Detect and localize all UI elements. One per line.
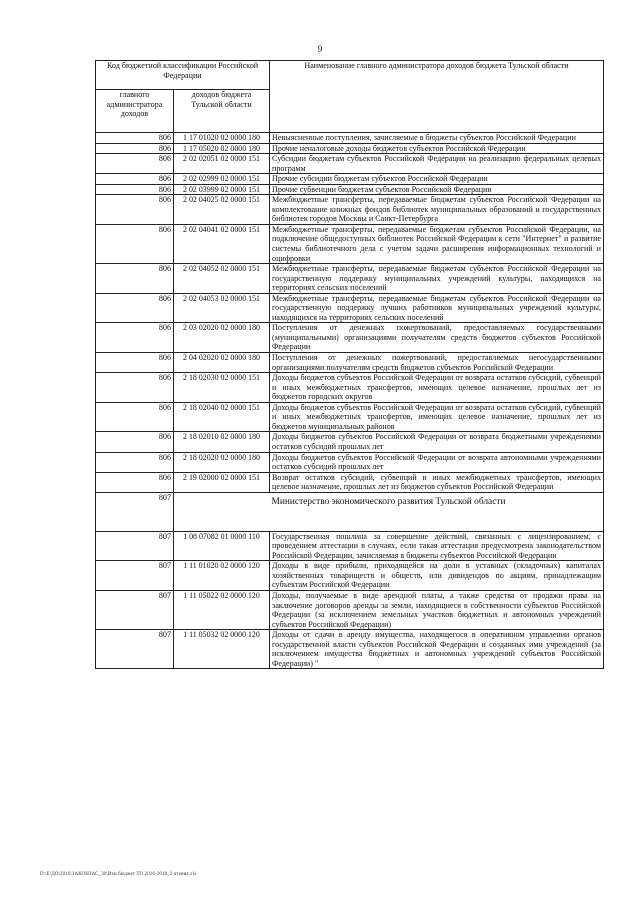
table-row: [96, 630, 604, 669]
header-name: Наименование главного администратора доходов бюджета Тульской области: [270, 61, 604, 133]
income-code-cell: 1 11 05032 02 0000 120: [174, 630, 270, 669]
admin-code-cell: 806: [96, 323, 174, 353]
admin-code-cell: 807: [96, 561, 174, 591]
table-row: [96, 373, 604, 403]
income-code-cell: 2 02 04025 02 0000 151: [174, 195, 270, 225]
income-name-cell: Межбюджетные трансферты, передаваемые бюджетам субъектов Российской Федерации на государственную поддержку лучших работников муниципальных учреждений культуры, находящихся на территориях сельских поселений: [270, 293, 604, 323]
table-row: [96, 323, 604, 353]
income-code-cell: 2 02 04041 02 0000 151: [174, 224, 270, 263]
admin-code-cell: 806: [96, 195, 174, 225]
income-name-cell: Невыясненные поступления, зачисляемые в бюджеты субъектов Российской Федерации: [270, 133, 604, 144]
income-name-cell: Прочие субсидии бюджетам субъектов Российской Федерации: [270, 174, 604, 185]
table-row: [96, 452, 604, 472]
admin-code-cell: 806: [96, 184, 174, 195]
header-kbk: Код бюджетной классификации Российской Федерации: [96, 61, 270, 90]
income-name-cell: Субсидии бюджетам субъектов Российской Федерации на реализацию федеральных целевых программ: [270, 154, 604, 174]
table-row: [96, 184, 604, 195]
income-name-cell: Поступления от денежных пожертвований, предоставляемых государственными (муниципальными) организациями получателям средств бюджетов субъектов Российской Федерации: [270, 323, 604, 353]
table-row: [96, 174, 604, 185]
table-row: [96, 264, 604, 294]
income-name-cell: Доходы бюджетов субъектов Российской Федерации от возврата бюджетными учреждениями остатков субсидий прошлых лет: [270, 432, 604, 452]
admin-code-cell: 806: [96, 264, 174, 294]
section-admin-code: 807: [96, 492, 174, 531]
income-code-cell: 2 03 02020 02 0000 180: [174, 323, 270, 353]
income-code-cell: 1 17 05020 02 0000 180: [174, 143, 270, 154]
table-row: [96, 590, 604, 629]
income-name-cell: Доходы в виде прибыли, приходящейся на доли в уставных (складочных) капиталах хозяйственных товариществ и обществ, или дивидендов по акциям, принадлежащим субъектам Российской Федерации: [270, 561, 604, 591]
income-name-cell: Доходы, получаемые в виде арендной платы, а также средства от продажи права на заключение договоров аренды за земли, находящиеся в собственности субъектов Российской Федерации (за исключением земельных участков бюджетных и автономных учреждений субъектов Российской Федерации): [270, 590, 604, 629]
admin-code-cell: 806: [96, 472, 174, 492]
admin-code-cell: 806: [96, 432, 174, 452]
table-row: [96, 154, 604, 174]
section-title: Министерство экономического развития Тульской области: [174, 492, 604, 531]
admin-code-cell: 806: [96, 174, 174, 185]
page-number: 9: [317, 44, 323, 54]
section-807: [96, 492, 604, 531]
admin-code-cell: 806: [96, 293, 174, 323]
header-income: доходов бюджета Тульской области: [174, 90, 270, 133]
income-code-cell: 2 02 02999 02 0000 151: [174, 174, 270, 185]
income-name-cell: Возврат остатков субсидий, субвенций и иных межбюджетных трансфертов, имеющих целевое назначение, прошлых лет из бюджетов субъектов Российской Федерации: [270, 472, 604, 492]
income-name-cell: Прочие субвенции бюджетам субъектов Российской Федерации: [270, 184, 604, 195]
admin-code-cell: 806: [96, 154, 174, 174]
income-code-cell: 1 08 07082 01 0000 110: [174, 531, 270, 561]
income-name-cell: Государственная пошлина за совершение действий, связанных с лицензированием, с проведением аттестации в случаях, если такая аттестация предусмотрена законодательством Российской Федерации, зачисляемая в бюджеты субъектов Российской Федерации: [270, 531, 604, 561]
income-code-cell: 2 04 02020 02 0000 180: [174, 353, 270, 373]
table-row: [96, 143, 604, 154]
admin-code-cell: 807: [96, 590, 174, 629]
table-row: [96, 224, 604, 263]
income-name-cell: Межбюджетные трансферты, передаваемые бюджетам субъектов Российской Федерации на комплектование книжных фондов библиотек муниципальных образований и государственных библиотек городов Москвы и Санкт-Петербурга: [270, 195, 604, 225]
income-name-cell: Межбюджетные трансферты, передаваемые бюджетам субъектов Российской Федерации, на подключение общедоступных библиотек Российской Федерации к сети "Интернет" и развитие системы библиотечного дела с учетом задачи расширения информационных технологий и оцифровки: [270, 224, 604, 263]
income-name-cell: Поступления от денежных пожертвований, предоставляемых негосударственными организациями получателям средств бюджетов субъектов Российской Федерации: [270, 353, 604, 373]
income-code-cell: 2 02 03999 02 0000 151: [174, 184, 270, 195]
admin-code-cell: 806: [96, 133, 174, 144]
income-name-cell: Доходы бюджетов субъектов Российской Федерации от возврата остатков субсидий, субвенций и иных межбюджетных трансфертов, имеющих целевое назначение, прошлых лет из бюджетов городских округов: [270, 373, 604, 403]
income-code-cell: 2 02 04053 02 0000 151: [174, 293, 270, 323]
income-code-cell: 2 18 02020 02 0000 180: [174, 452, 270, 472]
income-code-cell: 2 18 02030 02 0000 151: [174, 373, 270, 403]
admin-code-cell: 807: [96, 630, 174, 669]
table-row: [96, 531, 604, 561]
income-administrators-table: [95, 60, 604, 669]
table-row: [96, 472, 604, 492]
income-code-cell: 2 19 02000 02 0000 151: [174, 472, 270, 492]
table-row: [96, 561, 604, 591]
header-admin: главного администратора доходов: [96, 90, 174, 133]
table-row: [96, 293, 604, 323]
admin-code-cell: 806: [96, 373, 174, 403]
table-row: [96, 353, 604, 373]
income-code-cell: 2 02 04052 02 0000 151: [174, 264, 270, 294]
admin-code-cell: 807: [96, 531, 174, 561]
income-code-cell: 1 11 05022 02 0000 120: [174, 590, 270, 629]
income-name-cell: Доходы бюджетов субъектов Российской Федерации от возврата автономными учреждениями остатков субсидий прошлых лет: [270, 452, 604, 472]
income-code-cell: 1 17 01020 02 0000 180: [174, 133, 270, 144]
table-row: [96, 432, 604, 452]
admin-code-cell: 806: [96, 452, 174, 472]
income-code-cell: 2 18 02010 02 0000 180: [174, 432, 270, 452]
income-code-cell: 2 18 02040 02 0000 151: [174, 402, 270, 432]
income-name-cell: Доходы бюджетов субъектов Российской Федерации от возврата остатков субсидий, субвенций и иных межбюджетных трансфертов, имеющих целевое назначение, прошлых лет из бюджетов муниципальных районов: [270, 402, 604, 432]
table-row: [96, 402, 604, 432]
table-body-806: [96, 133, 604, 493]
admin-code-cell: 806: [96, 224, 174, 263]
income-name-cell: Доходы от сдачи в аренду имущества, находящегося в оперативном управлении органов государственной власти субъектов Российской Федерации и созданных ими учреждений (за исключением имущества бюджетных и автономных учреждений субъектов Российской Федерации) ": [270, 630, 604, 669]
income-name-cell: Прочие неналоговые доходы бюджетов субъектов Российской Федерации: [270, 143, 604, 154]
table-body-807: [96, 531, 604, 669]
admin-code-cell: 806: [96, 353, 174, 373]
income-name-cell: Межбюджетные трансферты, передаваемые бюджетам субъектов Российской Федерации на государственную поддержку муниципальных учреждений культуры, находящихся на территориях сельских поселений: [270, 264, 604, 294]
footer-file-path: D:\Е\ДО\2016\ЗАКОНЗАС_30\Изм бюджет ТО 2016-2018_2 чтение.xls: [40, 872, 197, 877]
table-row: [96, 195, 604, 225]
income-code-cell: 2 02 02051 02 0000 151: [174, 154, 270, 174]
admin-code-cell: 806: [96, 143, 174, 154]
income-code-cell: 1 11 01020 02 0000 120: [174, 561, 270, 591]
section-row: [96, 492, 604, 531]
table-row: [96, 133, 604, 144]
admin-code-cell: 806: [96, 402, 174, 432]
